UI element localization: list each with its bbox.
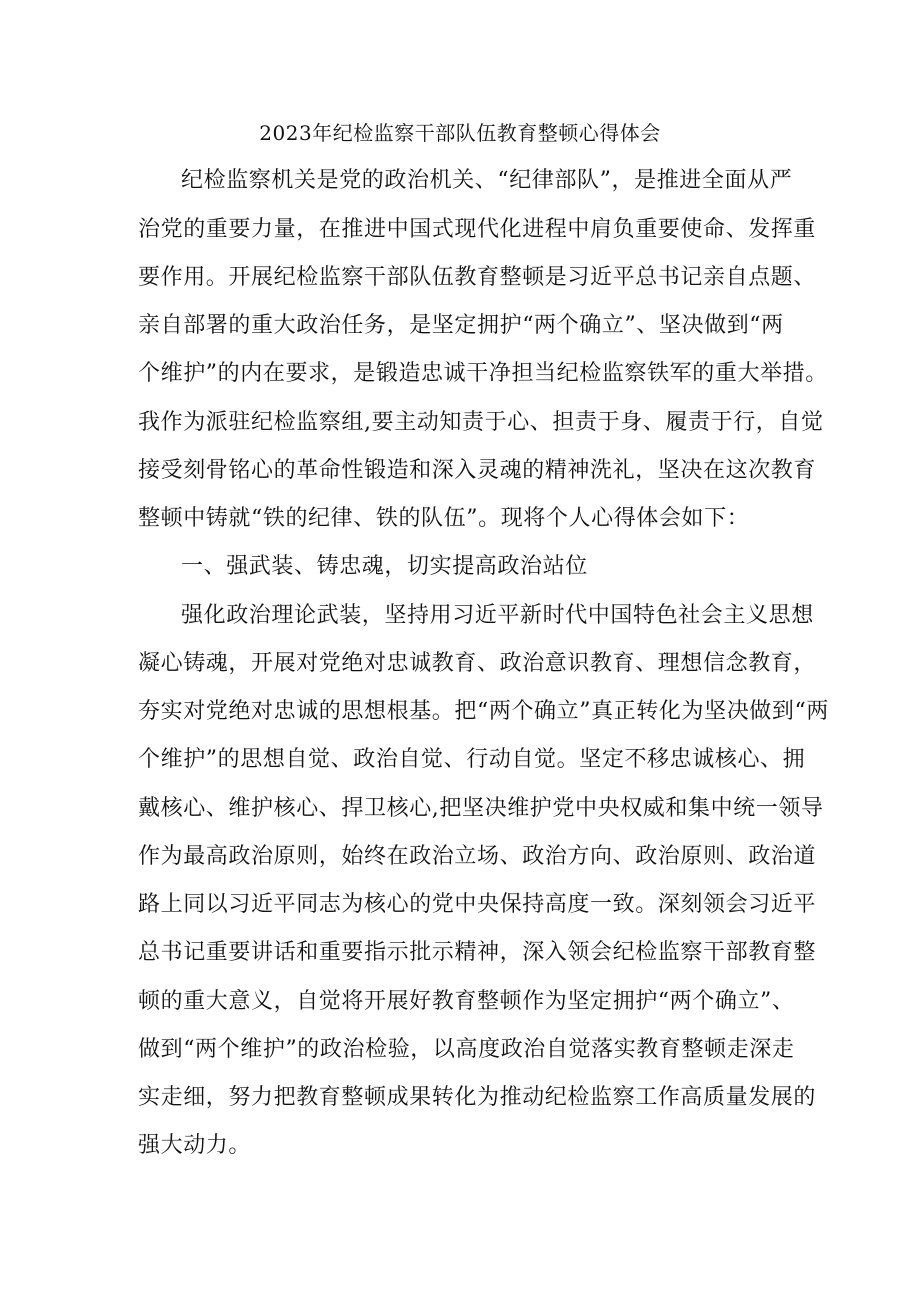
paragraph-line: 个维护”的思想自觉、政治自觉、行动自觉。坚定不移忠诚核心、拥	[138, 747, 806, 772]
paragraph-line: 我作为派驻纪检监察组,要主动知责于心、担责于身、履责于行，自觉	[138, 410, 824, 435]
paragraph-line: 个维护”的内在要求，是锻造忠诚干净担当纪检监察铁军的重大举措。	[138, 361, 828, 386]
paragraph-line: 总书记重要讲话和重要指示批示精神，深入领会纪检监察干部教育整	[138, 940, 817, 965]
paragraph-line: 要作用。开展纪检监察干部队伍教育整顿是习近平总书记亲自点题、	[138, 265, 817, 290]
paragraph-line: 纪检监察机关是党的政治机关、“纪律部队”，是推进全面从严	[181, 168, 793, 193]
paragraph-line: 实走细，努力把教育整顿成果转化为推动纪检监察工作高质量发展的	[138, 1085, 817, 1110]
paragraph-line: 治党的重要力量，在推进中国式现代化进程中肩负重要使命、发挥重	[138, 217, 817, 242]
paragraph-line: 接受刻骨铭心的革命性锻造和深入灵魂的精神洗礼，坚决在这次教育	[138, 458, 817, 483]
paragraph-line: 强化政治理论武装，坚持用习近平新时代中国特色社会主义思想	[181, 603, 814, 628]
paragraph-line: 夯实对党绝对忠诚的思想根基。把“两个确立”真正转化为坚决做到“两	[138, 699, 829, 724]
paragraph-line: 整顿中铸就“铁的纪律、铁的队伍”。现将个人心得体会如下：	[138, 506, 750, 531]
paragraph-line: 路上同以习近平同志为核心的党中央保持高度一致。深刻领会习近平	[138, 892, 817, 917]
paragraph-line: 戴核心、维护核心、捍卫核心,把坚决维护党中央权威和集中统一领导	[138, 796, 824, 821]
paragraph-line: 作为最高政治原则，始终在政治立场、政治方向、政治原则、政治道	[138, 844, 817, 869]
paragraph-line: 强大动力。	[138, 1133, 252, 1158]
paragraph-line: 顿的重大意义，自觉将开展好教育整顿作为坚定拥护“两个确立”、	[138, 989, 795, 1014]
paragraph-line: 做到“两个维护”的政治检验，以高度政治自觉落实教育整顿走深走	[138, 1037, 795, 1062]
paragraph-line: 凝心铸魂，开展对党绝对忠诚教育、政治意识教育、理想信念教育，	[138, 651, 817, 676]
document-title: 2023年纪检监察干部队伍教育整顿心得体会	[259, 121, 661, 145]
paragraph-line: 亲自部署的重大政治任务，是坚定拥护“两个确立”、坚决做到“两	[138, 313, 784, 338]
section-heading: 一、强武装、铸忠魂，切实提高政治站位	[181, 554, 588, 579]
